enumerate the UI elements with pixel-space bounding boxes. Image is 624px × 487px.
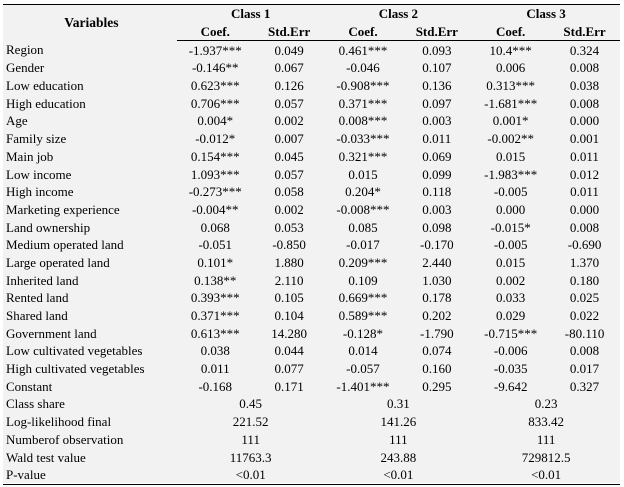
stderr-cell: 0.003 (422, 201, 452, 217)
variable-label: Low education (6, 78, 84, 94)
coef-cell: -0.908*** (336, 78, 390, 94)
variable-label: Land ownership (6, 219, 91, 235)
summary-value: 111 (536, 431, 556, 447)
stderr-cell: 0.202 (422, 308, 452, 324)
coef-cell: -0.008*** (336, 201, 390, 217)
coef-cell: 0.706*** (190, 95, 240, 111)
summary-row (3, 448, 620, 466)
coef-cell: -0.005 (493, 184, 528, 200)
stderr-cell: 0.038 (569, 78, 600, 94)
coef-cell: 0.038 (200, 343, 230, 359)
coef-header: Coef. (177, 23, 254, 41)
coef-cell: -0.012* (195, 131, 236, 147)
stderr-cell: -1.790 (420, 325, 454, 341)
stderr-header: Std.Err (401, 23, 472, 41)
coef-cell: -0.051 (198, 237, 233, 253)
coef-cell: 0.138** (194, 272, 237, 288)
table-row (3, 289, 620, 307)
variable-label: High cultivated vegetables (6, 361, 145, 377)
table-row (3, 342, 620, 360)
stderr-cell: 0.057 (274, 95, 304, 111)
coef-cell: 0.321*** (338, 148, 388, 164)
stderr-cell: 0.104 (274, 308, 304, 324)
coef-cell: 0.008*** (338, 113, 388, 129)
stderr-cell: 0.012 (569, 166, 600, 182)
summary-label: Wald test value (6, 449, 86, 465)
summary-value: 11763.3 (229, 449, 272, 465)
table-row (3, 77, 620, 95)
summary-row (3, 431, 620, 449)
stderr-cell: 0.022 (569, 308, 600, 324)
stderr-cell: 0.074 (422, 343, 452, 359)
stderr-cell: 0.001 (569, 131, 600, 147)
table-row (3, 218, 620, 236)
coef-cell: -0.146** (191, 60, 239, 76)
coef-cell: 0.204* (345, 184, 381, 200)
class-2-header: Class 2 (325, 5, 473, 23)
stderr-header: Std.Err (254, 23, 325, 41)
coef-cell: -0.057 (346, 361, 380, 377)
coef-cell: -0.168 (198, 378, 233, 394)
coef-cell: 0.209*** (338, 254, 388, 270)
coef-cell: 0.015 (496, 254, 526, 270)
summary-rows (3, 395, 620, 484)
coef-header: Coef. (325, 23, 402, 41)
summary-label: Numberof observation (6, 431, 124, 447)
stderr-cell: 0.044 (274, 343, 304, 359)
coef-cell: -0.715*** (484, 325, 538, 341)
coef-cell: -1.983*** (484, 166, 538, 182)
stderr-cell: 0.045 (274, 148, 304, 164)
summary-value: 243.88 (380, 449, 417, 465)
coef-cell: 0.313*** (486, 78, 536, 94)
stderr-cell: 0.327 (569, 378, 600, 394)
coef-cell: 0.011 (200, 361, 230, 377)
coef-cell: -1.937*** (188, 42, 242, 58)
stderr-cell: 1.370 (569, 254, 600, 270)
coefficient-rows (3, 41, 620, 395)
table-row (3, 59, 620, 77)
coef-cell: -0.004** (191, 201, 239, 217)
variable-label: Low income (6, 166, 72, 182)
summary-value: 0.31 (387, 396, 410, 412)
summary-label: P-value (3, 466, 177, 484)
table-row (3, 377, 620, 395)
stderr-cell: 0.008 (569, 60, 600, 76)
variable-label: Main job (6, 148, 54, 164)
coef-cell: 0.393*** (190, 290, 240, 306)
summary-value: 221.52 (232, 414, 269, 430)
stderr-cell: 0.126 (274, 78, 304, 94)
table-row (3, 130, 620, 148)
stderr-cell: 0.000 (569, 113, 600, 129)
table-row (3, 254, 620, 272)
stderr-cell: 0.002 (274, 201, 304, 217)
table-row (3, 236, 620, 254)
coef-cell: 0.154*** (190, 148, 240, 164)
stderr-cell: 0.008 (569, 219, 600, 235)
class-header-row (3, 5, 620, 23)
coef-cell: 0.101* (197, 254, 234, 270)
variable-label: Age (6, 113, 28, 129)
summary-value: 833.42 (528, 414, 564, 430)
stderr-cell: 0.011 (570, 184, 599, 200)
coef-cell: 0.004* (197, 113, 234, 129)
stderr-cell: 0.180 (569, 272, 600, 288)
coef-cell: 0.669*** (338, 290, 388, 306)
stderr-cell: 0.107 (422, 60, 452, 76)
coef-cell: 0.002 (496, 272, 526, 288)
stderr-cell: 0.295 (422, 378, 452, 394)
stderr-cell: 0.057 (274, 166, 304, 182)
stderr-cell: 0.178 (422, 290, 452, 306)
summary-value: <0.01 (177, 466, 325, 484)
stderr-cell: -0.170 (420, 237, 454, 253)
coef-cell: -9.642 (493, 378, 528, 394)
coef-cell: 0.068 (200, 219, 230, 235)
variable-label: Marketing experience (6, 201, 120, 217)
variable-label: Region (6, 42, 44, 58)
stderr-cell: 0.008 (569, 343, 600, 359)
stderr-cell: 0.093 (422, 42, 452, 58)
summary-label: Class share (6, 396, 65, 412)
stderr-cell: -80.110 (564, 325, 605, 341)
coef-cell: 0.033 (496, 290, 526, 306)
variable-label: Constant (6, 378, 53, 394)
table-row (3, 183, 620, 201)
coef-cell: 0.015 (496, 148, 526, 164)
stderr-cell: 0.099 (422, 166, 452, 182)
coef-cell: 0.014 (348, 343, 378, 359)
table-row (3, 307, 620, 325)
coef-cell: 0.371*** (338, 95, 388, 111)
stderr-cell: -0.850 (272, 237, 306, 253)
stderr-cell: 0.011 (570, 148, 599, 164)
table-row (3, 94, 620, 112)
coef-cell: -0.002** (487, 131, 534, 147)
summary-value: 729812.5 (521, 449, 571, 465)
coef-cell: -0.017 (346, 237, 380, 253)
table-row (3, 148, 620, 166)
coef-cell: -0.005 (493, 237, 528, 253)
stderr-header: Std.Err (549, 23, 620, 41)
summary-value: 111 (241, 431, 260, 447)
variable-label: High income (6, 184, 74, 200)
stderr-cell: 0.069 (422, 148, 452, 164)
variable-label: Rented land (6, 290, 69, 306)
summary-value: 111 (389, 431, 408, 447)
stderr-cell: 0.011 (422, 131, 452, 147)
stderr-cell: 0.058 (274, 184, 304, 200)
coef-cell: 0.006 (496, 60, 526, 76)
stderr-cell: 0.008 (569, 95, 600, 111)
stderr-cell: -0.690 (567, 237, 602, 253)
coef-cell: 0.015 (348, 166, 378, 182)
stderr-cell: 0.105 (274, 290, 304, 306)
variable-label: Large operated land (6, 254, 110, 270)
stderr-cell: 0.097 (422, 95, 452, 111)
class-1-header: Class 1 (177, 5, 325, 23)
coef-cell: -0.006 (493, 343, 528, 359)
results-table-container (3, 4, 620, 483)
table-row (3, 112, 620, 130)
coef-cell: 1.093*** (190, 166, 240, 182)
stderr-cell: 0.007 (274, 131, 304, 147)
coef-cell: 10.4*** (489, 42, 532, 58)
coef-cell: -0.015* (490, 219, 531, 235)
results-table (3, 4, 620, 485)
coef-cell: -0.128* (342, 325, 383, 341)
table-row (3, 165, 620, 183)
coef-cell: 0.613*** (190, 325, 240, 341)
summary-value: 141.26 (380, 414, 417, 430)
stderr-cell: 0.077 (274, 361, 304, 377)
variable-label: Government land (6, 325, 97, 341)
coef-header: Coef. (472, 23, 549, 41)
coef-cell: -0.273*** (188, 184, 242, 200)
stderr-cell: 0.017 (569, 361, 600, 377)
coef-cell: 0.029 (496, 308, 526, 324)
stderr-cell: 1.030 (422, 272, 452, 288)
summary-value: <0.01 (325, 466, 473, 484)
stderr-cell: 0.049 (274, 42, 304, 58)
coef-cell: -1.681*** (484, 95, 538, 111)
variable-label: High education (6, 95, 86, 111)
variable-label: Family size (6, 131, 67, 147)
stderr-cell: 0.171 (274, 378, 304, 394)
summary-label: Log-likelihood final (6, 414, 112, 430)
summary-row (3, 413, 620, 431)
stderr-cell: 2.440 (422, 254, 452, 270)
variable-label: Gender (6, 60, 45, 76)
table-row (3, 41, 620, 59)
variables-header: Variables (3, 5, 177, 41)
table-row (3, 324, 620, 342)
stderr-cell: 0.025 (569, 290, 600, 306)
stderr-cell: 1.880 (274, 254, 304, 270)
summary-row (3, 466, 620, 484)
coef-cell: 0.589*** (338, 308, 388, 324)
stderr-cell: 0.067 (274, 60, 304, 76)
coef-cell: 0.461*** (338, 42, 388, 58)
variable-label: Low cultivated vegetables (6, 343, 143, 359)
coef-cell: -1.401*** (336, 378, 390, 394)
variable-label: Medium operated land (6, 237, 124, 253)
stderr-cell: 14.280 (271, 325, 307, 341)
stderr-cell: 0.136 (422, 78, 452, 94)
variable-label: Inherited land (6, 272, 79, 288)
table-row (3, 271, 620, 289)
coef-cell: 0.001* (492, 113, 529, 129)
coef-cell: 0.623*** (190, 78, 240, 94)
stderr-cell: 0.098 (422, 219, 452, 235)
coef-cell: 0.000 (496, 201, 526, 217)
coef-cell: 0.109 (348, 272, 378, 288)
stderr-cell: 0.118 (422, 184, 452, 200)
coef-cell: 0.085 (348, 219, 378, 235)
summary-row (3, 395, 620, 413)
table-row (3, 201, 620, 219)
coef-cell: 0.371*** (190, 308, 240, 324)
summary-value: 0.45 (239, 396, 263, 412)
summary-value: 0.23 (534, 396, 558, 412)
table-row (3, 360, 620, 378)
stderr-cell: 2.110 (274, 272, 304, 288)
stderr-cell: 0.324 (569, 42, 600, 58)
coef-cell: -0.033*** (336, 131, 390, 147)
class-3-header: Class 3 (472, 5, 620, 23)
coef-cell: -0.046 (346, 60, 380, 76)
variable-label: Shared land (6, 308, 68, 324)
stderr-cell: 0.000 (569, 201, 600, 217)
stderr-cell: 0.160 (422, 361, 452, 377)
summary-value: <0.01 (472, 466, 620, 484)
stderr-cell: 0.002 (274, 113, 304, 129)
stderr-cell: 0.003 (422, 113, 452, 129)
stderr-cell: 0.053 (274, 219, 304, 235)
coef-cell: -0.035 (493, 361, 528, 377)
